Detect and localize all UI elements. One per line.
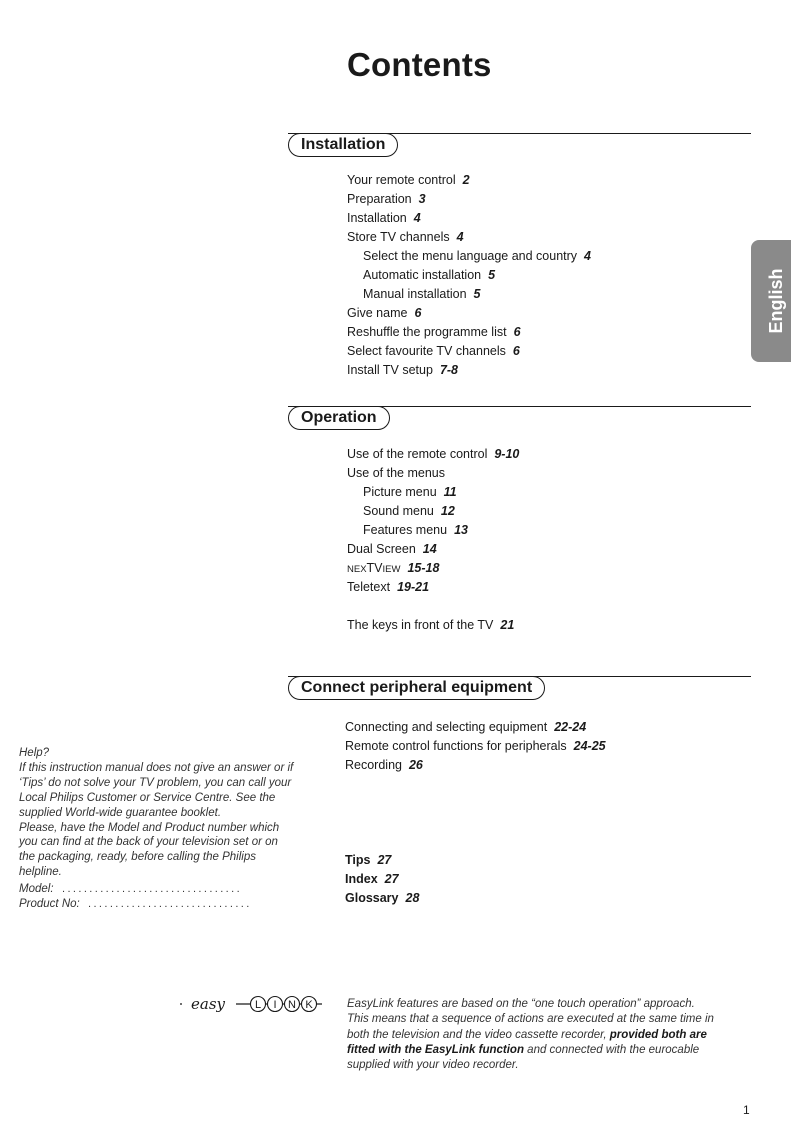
toc-installation (347, 171, 591, 380)
toc-subitem[interactable]: Sound menu 12 (363, 504, 455, 518)
easylink-logo (180, 990, 322, 1018)
logo-word: easy (191, 995, 225, 1013)
toc-subitem[interactable]: Features menu 13 (363, 523, 468, 537)
section-title-installation: Installation (288, 133, 398, 157)
toc-item[interactable]: Your remote control 2 (347, 173, 470, 187)
help-heading: Help? (19, 747, 50, 759)
toc-operation (347, 445, 519, 635)
toc-item[interactable]: Give name 6 (347, 306, 422, 320)
logo-letter: N (288, 999, 296, 1011)
toc-item[interactable]: Dual Screen 14 (347, 542, 437, 556)
logo-letter: I (273, 999, 277, 1011)
language-tab (751, 240, 791, 362)
toc-item[interactable]: Select favourite TV channels 6 (347, 344, 520, 358)
help-paragraph: Please, have the Model and Product number which you can find at the back of your television set or on the packaging, ready, before calling the Philips helpline. (19, 821, 280, 879)
toc-item[interactable]: Preparation 3 (347, 192, 426, 206)
section-header-operation (288, 406, 751, 434)
language-tab-label: English (766, 268, 786, 334)
toc-item[interactable]: Installation 4 (347, 211, 421, 225)
toc-item[interactable]: The keys in front of the TV 21 (347, 618, 515, 632)
toc-extras (345, 851, 419, 908)
help-paragraph: If this instruction manual does not give an answer or if ‘Tips’ do not solve your TV problem, you can call your Local Philips Customer or Service Centre. See the supplied World-wide guarantee booklet. (19, 761, 294, 819)
product-dotted-line: .............................. (88, 898, 252, 910)
toc-item[interactable]: Recording 26 (345, 758, 423, 772)
section-title-peripheral: Connect peripheral equipment (288, 676, 545, 700)
toc-item[interactable]: Connecting and selecting equipment 22-24 (345, 720, 587, 734)
toc-subitem[interactable]: Picture menu 11 (363, 485, 457, 499)
section-header-installation (288, 133, 751, 161)
toc-peripheral (345, 718, 606, 775)
page-number: 1 (743, 1103, 750, 1117)
toc-item[interactable]: Index 27 (345, 872, 399, 886)
toc-item[interactable]: Glossary 28 (345, 891, 420, 905)
toc-item[interactable]: Reshuffle the programme list 6 (347, 325, 521, 339)
model-label: Model: (19, 883, 54, 895)
easylink-text-emphasis: provided both are fitted with the EasyLink function (347, 1028, 707, 1056)
help-note (19, 746, 294, 880)
easylink-text-intro: EasyLink features are based on the “one touch operation” approach. This means that a sequence of actions are executed at the same time in both the television and the video cassette recorder, (347, 998, 714, 1041)
easylink-text-outro: and connected with the eurocable supplied with your video recorder. (347, 1043, 700, 1072)
easylink-description (347, 997, 717, 1073)
toc-item[interactable]: Teletext 19-21 (347, 580, 430, 594)
toc-item[interactable]: NEXTVIEW 15-18 (347, 561, 440, 575)
section-title-operation: Operation (288, 406, 390, 430)
toc-subitem[interactable]: Select the menu language and country 4 (363, 249, 591, 263)
section-header-peripheral (288, 676, 751, 704)
logo-letter: K (305, 999, 313, 1011)
logo-letter: L (254, 999, 262, 1011)
toc-item[interactable]: Tips 27 (345, 853, 392, 867)
toc-item[interactable]: Use of the menus (347, 466, 445, 480)
page-title: Contents (347, 46, 492, 83)
toc-subitem[interactable]: Manual installation 5 (363, 287, 481, 301)
toc-item[interactable]: Install TV setup 7-8 (347, 363, 459, 377)
product-number-label: Product No: (19, 898, 80, 910)
toc-item[interactable]: Store TV channels 4 (347, 230, 464, 244)
toc-subitem[interactable]: Automatic installation 5 (363, 268, 496, 282)
model-dotted-line: ................................. (62, 883, 243, 895)
toc-item[interactable]: Remote control functions for peripherals 24-25 (345, 739, 606, 753)
toc-item[interactable]: Use of the remote control 9-10 (347, 447, 520, 461)
